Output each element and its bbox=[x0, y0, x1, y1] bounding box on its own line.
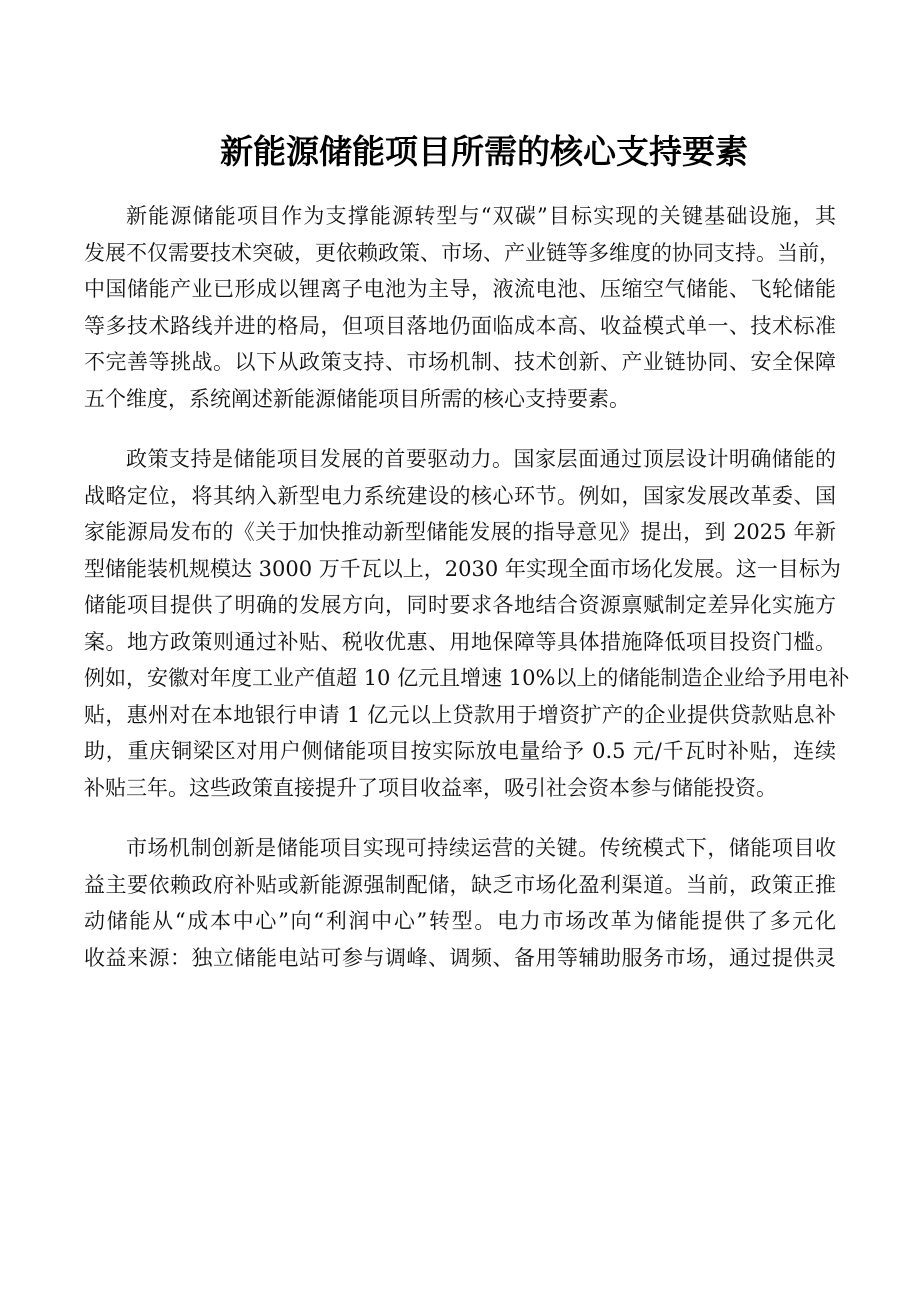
document-title bbox=[0, 128, 920, 176]
text-line: 补贴三年。这些政策直接提升了项目收益率，吸引社会资本参与储能投资。 bbox=[84, 775, 777, 800]
text-line: 贴，惠州对在本地银行申请 1 亿元以上贷款用于增资扩产的企业提供贷款贴息补 bbox=[84, 702, 836, 727]
text-line: 益主要依赖政府补贴或新能源强制配储，缺乏市场化盈利渠道。当前，政策正推 bbox=[84, 872, 836, 897]
paragraph-market bbox=[84, 830, 836, 976]
text-line: 案。地方政策则通过补贴、税收优惠、用地保障等具体措施降低项目投资门槛。 bbox=[84, 629, 836, 654]
text-line: 家能源局发布的《关于加快推动新型储能发展的指导意见》提出，到 2025 年新 bbox=[84, 520, 836, 544]
text-line: 发展不仅需要技术突破，更依赖政策、市场、产业链等多维度的协同支持。当前， bbox=[84, 240, 840, 265]
text-line: 新能源储能项目作为支撑能源转型与“双碳”目标实现的关键基础设施，其 bbox=[126, 204, 836, 228]
text-line: 战略定位，将其纳入新型电力系统建设的核心环节。例如，国家发展改革委、国 bbox=[84, 483, 836, 508]
text-line: 助，重庆铜梁区对用户侧储能项目按实际放电量给予 0.5 元/千瓦时补贴，连续 bbox=[84, 739, 836, 763]
text-line: 市场机制创新是储能项目实现可持续运营的关键。传统模式下，储能项目收 bbox=[126, 836, 836, 860]
text-line: 收益来源：独立储能电站可参与调峰、调频、备用等辅助服务市场，通过提供灵 bbox=[84, 945, 836, 970]
document-body bbox=[84, 198, 850, 1000]
text-line: 储能项目提供了明确的发展方向，同时要求各地结合资源禀赋制定差异化实施方 bbox=[84, 593, 836, 617]
text-line: 中国储能产业已形成以锂离子电池为主导，液流电池、压缩空气储能、飞轮储能 bbox=[84, 277, 836, 301]
paragraph-intro bbox=[84, 198, 840, 417]
document-title-text: 新能源储能项目所需的核心支持要素 bbox=[220, 132, 748, 171]
text-line: 等多技术路线并进的格局，但项目落地仍面临成本高、收益模式单一、技术标准 bbox=[84, 313, 836, 338]
text-line: 动储能从“成本中心”向“利润中心”转型。电力市场改革为储能提供了多元化 bbox=[84, 909, 836, 933]
text-line: 政策支持是储能项目发展的首要驱动力。国家层面通过顶层设计明确储能的 bbox=[126, 447, 836, 471]
text-line: 不完善等挑战。以下从政策支持、市场机制、技术创新、产业链协同、安全保障 bbox=[84, 350, 836, 374]
text-line: 型储能装机规模达 3000 万千瓦以上，2030 年实现全面市场化发展。这一目标为 bbox=[84, 556, 841, 581]
text-line: 五个维度，系统阐述新能源储能项目所需的核心支持要素。 bbox=[84, 386, 630, 411]
text-line: 例如，安徽对年度工业产值超 10 亿元且增速 10%以上的储能制造企业给予用电补 bbox=[84, 666, 850, 690]
paragraph-policy bbox=[84, 441, 850, 806]
